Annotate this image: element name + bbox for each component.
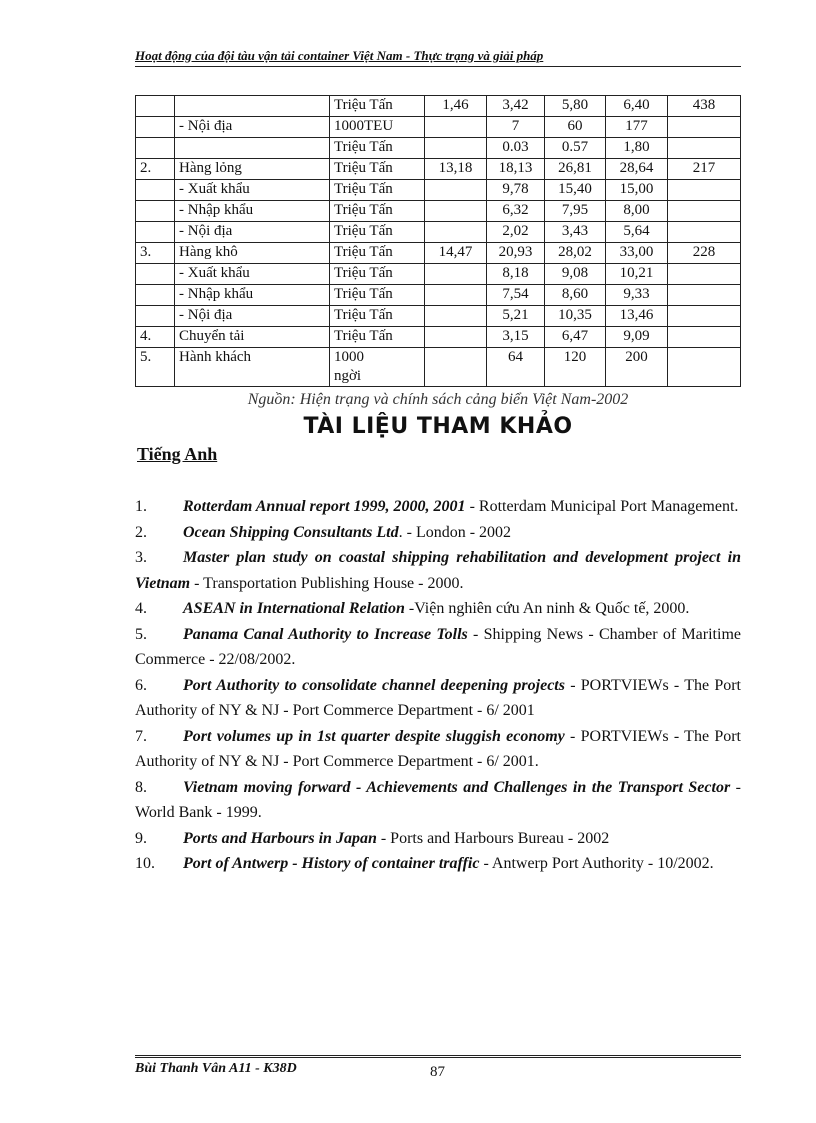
table-cell: Triệu Tấn (330, 138, 425, 159)
table-cell: 0.57 (545, 138, 606, 159)
table-cell: Triệu Tấn (330, 327, 425, 348)
table-cell: 5. (136, 348, 175, 387)
table-row (136, 180, 741, 201)
table-cell: Triệu Tấn (330, 243, 425, 264)
table-source-note: Nguồn: Hiện trạng và chính sách cảng biển Việt Nam-2002 (247, 391, 629, 408)
table-cell: Triệu Tấn (330, 306, 425, 327)
table-cell: 33,00 (606, 243, 668, 264)
table-cell (425, 327, 487, 348)
table-cell (425, 264, 487, 285)
reference-details: - Rotterdam Municipal Port Management. (465, 498, 739, 515)
table-cell: Triệu Tấn (330, 264, 425, 285)
table-cell: 6,32 (487, 201, 545, 222)
table-cell (136, 138, 175, 159)
reference-item (135, 520, 741, 546)
table-cell (668, 201, 741, 222)
table-cell: 28,64 (606, 159, 668, 180)
table-cell (175, 96, 330, 117)
table-cell: 8,00 (606, 201, 668, 222)
reference-number: 3. (135, 549, 147, 566)
table-cell: Triệu Tấn (330, 96, 425, 117)
table-cell: 5,80 (545, 96, 606, 117)
table-cell: 1000TEU (330, 117, 425, 138)
reference-title: Rotterdam Annual report 1999, 2000, 2001 (183, 498, 466, 515)
reference-details: -Viện nghiên cứu An ninh & Quốc tế, 2000. (404, 600, 690, 617)
table-cell: 1,46 (425, 96, 487, 117)
table-cell: 120 (545, 348, 606, 387)
table-cell: 8,60 (545, 285, 606, 306)
table-cell: 438 (668, 96, 741, 117)
reference-number: 2. (135, 523, 147, 541)
reference-list (135, 494, 741, 877)
table-cell (425, 285, 487, 306)
table-cell (425, 201, 487, 222)
table-cell: 15,40 (545, 180, 606, 201)
table-cell (136, 180, 175, 201)
table-row (136, 285, 741, 306)
table-row (136, 306, 741, 327)
table-cell (668, 180, 741, 201)
table-cell: 4. (136, 327, 175, 348)
table-cell (425, 180, 487, 201)
table-cell: 217 (668, 159, 741, 180)
table-row (136, 201, 741, 222)
table-cell (136, 264, 175, 285)
table-cell (425, 117, 487, 138)
footer-author: Bùi Thanh Vân A11 - K38D (135, 1061, 297, 1076)
reference-title: Port of Antwerp - History of container traffic (183, 855, 480, 872)
reference-number: 7. (135, 727, 147, 745)
reference-item (135, 596, 741, 622)
reference-title: Panama Canal Authority to Increase Tolls (183, 625, 468, 643)
table-cell (425, 138, 487, 159)
table-cell: 5,64 (606, 222, 668, 243)
reference-item (135, 673, 741, 724)
reference-item (135, 622, 741, 673)
table-cell: 2,02 (487, 222, 545, 243)
table-row (136, 159, 741, 180)
table-row (136, 327, 741, 348)
running-header (135, 48, 741, 67)
reference-details: - Ports and Harbours Bureau - 2002 (376, 829, 610, 847)
table-cell (136, 117, 175, 138)
table-cell: 9,09 (606, 327, 668, 348)
section-heading: Tiếng Anh (137, 444, 218, 464)
table-cell: 6,47 (545, 327, 606, 348)
reference-details: . - London - 2002 (398, 523, 512, 541)
table-cell: 6,40 (606, 96, 668, 117)
table-cell: 20,93 (487, 243, 545, 264)
table-cell: 3,43 (545, 222, 606, 243)
table-cell (668, 285, 741, 306)
reference-title: Port Authority to consolidate channel deepening projects (183, 676, 565, 694)
reference-title: Ocean Shipping Consultants Ltd (183, 523, 399, 541)
reference-title: ASEAN in International Relation (183, 600, 405, 617)
reference-item (135, 826, 741, 852)
table-cell (668, 117, 741, 138)
table-cell: 0.03 (487, 138, 545, 159)
reference-title: Ports and Harbours in Japan (183, 829, 377, 847)
table-cell: - Xuất khẩu (175, 264, 330, 285)
statistics-table-body (136, 96, 741, 387)
table-cell: 5,21 (487, 306, 545, 327)
table-cell (136, 201, 175, 222)
table-cell (668, 138, 741, 159)
table-cell (668, 264, 741, 285)
page-number: 87 (430, 1064, 445, 1080)
reference-title: Port volumes up in 1st quarter despite sluggish economy (183, 727, 565, 745)
reference-details: - PORTVIEWs - The Port Authority of NY & NJ - Port Commerce Department - 6/ 2001 (135, 676, 741, 719)
reference-item (135, 724, 741, 775)
reference-item (135, 851, 741, 877)
reference-number: 4. (135, 600, 147, 617)
table-cell: 1,80 (606, 138, 668, 159)
table-cell: 18,13 (487, 159, 545, 180)
reference-title: Master plan study on coastal shipping rehabilitation and development project in Vietnam (135, 549, 741, 592)
table-cell: 3,42 (487, 96, 545, 117)
table-cell: 10,21 (606, 264, 668, 285)
page-title: TÀI LIỆU THAM KHẢO (303, 414, 573, 439)
table-cell: Hành khách (175, 348, 330, 387)
table-cell: 3,15 (487, 327, 545, 348)
table-cell: 177 (606, 117, 668, 138)
table-row (136, 117, 741, 138)
reference-details: - Shipping News - Chamber of Maritime Commerce - 22/08/2002. (135, 625, 741, 668)
table-cell (668, 222, 741, 243)
table-cell: Chuyển tải (175, 327, 330, 348)
table-cell (136, 285, 175, 306)
table-row (136, 96, 741, 117)
table-cell: 10,35 (545, 306, 606, 327)
table-cell: 13,18 (425, 159, 487, 180)
table-cell: 7,54 (487, 285, 545, 306)
table-cell: 228 (668, 243, 741, 264)
table-cell: - Nội địa (175, 117, 330, 138)
table-cell: 200 (606, 348, 668, 387)
table-cell (668, 306, 741, 327)
table-cell: 15,00 (606, 180, 668, 201)
reference-details: - Transportation Publishing House - 2000. (190, 574, 464, 592)
reference-item (135, 775, 741, 826)
table-row (136, 348, 741, 387)
table-cell: 7 (487, 117, 545, 138)
table-cell: 8,18 (487, 264, 545, 285)
table-cell (425, 306, 487, 327)
reference-details: - World Bank - 1999. (135, 778, 741, 821)
page-footer (135, 1055, 741, 1080)
reference-item (135, 545, 741, 596)
reference-title: Vietnam moving forward - Achievements and Challenges in the Transport Sector (183, 778, 731, 796)
table-cell (425, 222, 487, 243)
table-cell: 7,95 (545, 201, 606, 222)
table-cell: Triệu Tấn (330, 201, 425, 222)
table-cell: 60 (545, 117, 606, 138)
table-cell: 64 (487, 348, 545, 387)
table-cell (668, 327, 741, 348)
reference-details: - Antwerp Port Authority - 10/2002. (479, 855, 714, 872)
table-row (136, 138, 741, 159)
table-cell: - Xuất khẩu (175, 180, 330, 201)
reference-details: - PORTVIEWs - The Port Authority of NY & NJ - Port Commerce Department - 6/ 2001. (135, 727, 741, 770)
table-row (136, 243, 741, 264)
table-cell: - Nội địa (175, 306, 330, 327)
table-cell: 26,81 (545, 159, 606, 180)
table-cell (136, 96, 175, 117)
reference-item (135, 494, 741, 520)
table-cell: Hàng khô (175, 243, 330, 264)
table-cell: 9,33 (606, 285, 668, 306)
table-cell: 14,47 (425, 243, 487, 264)
table-cell: - Nhập khẩu (175, 201, 330, 222)
table-cell: 1000 ngời (330, 348, 425, 387)
table-cell: Triệu Tấn (330, 222, 425, 243)
table-cell: Triệu Tấn (330, 285, 425, 306)
reference-number: 6. (135, 676, 147, 694)
table-cell: 9,78 (487, 180, 545, 201)
statistics-table (135, 95, 741, 387)
table-row (136, 264, 741, 285)
table-cell (136, 222, 175, 243)
reference-number: 9. (135, 829, 147, 847)
table-cell: 3. (136, 243, 175, 264)
table-cell: 9,08 (545, 264, 606, 285)
table-cell: Triệu Tấn (330, 180, 425, 201)
table-cell: 13,46 (606, 306, 668, 327)
table-cell: Triệu Tấn (330, 159, 425, 180)
reference-number: 1. (135, 498, 147, 515)
table-cell: Hàng lỏng (175, 159, 330, 180)
running-header-title: Hoạt động của đội tàu vận tải container Việt Nam - Thực trạng và giải pháp (135, 48, 544, 63)
reference-number: 8. (135, 778, 147, 796)
table-row (136, 222, 741, 243)
table-cell (136, 306, 175, 327)
table-cell: 2. (136, 159, 175, 180)
table-cell: 28,02 (545, 243, 606, 264)
table-cell: - Nội địa (175, 222, 330, 243)
reference-number: 5. (135, 625, 147, 643)
table-cell (175, 138, 330, 159)
reference-number: 10. (135, 855, 155, 872)
table-cell: - Nhập khẩu (175, 285, 330, 306)
table-cell (668, 348, 741, 387)
table-cell (425, 348, 487, 387)
